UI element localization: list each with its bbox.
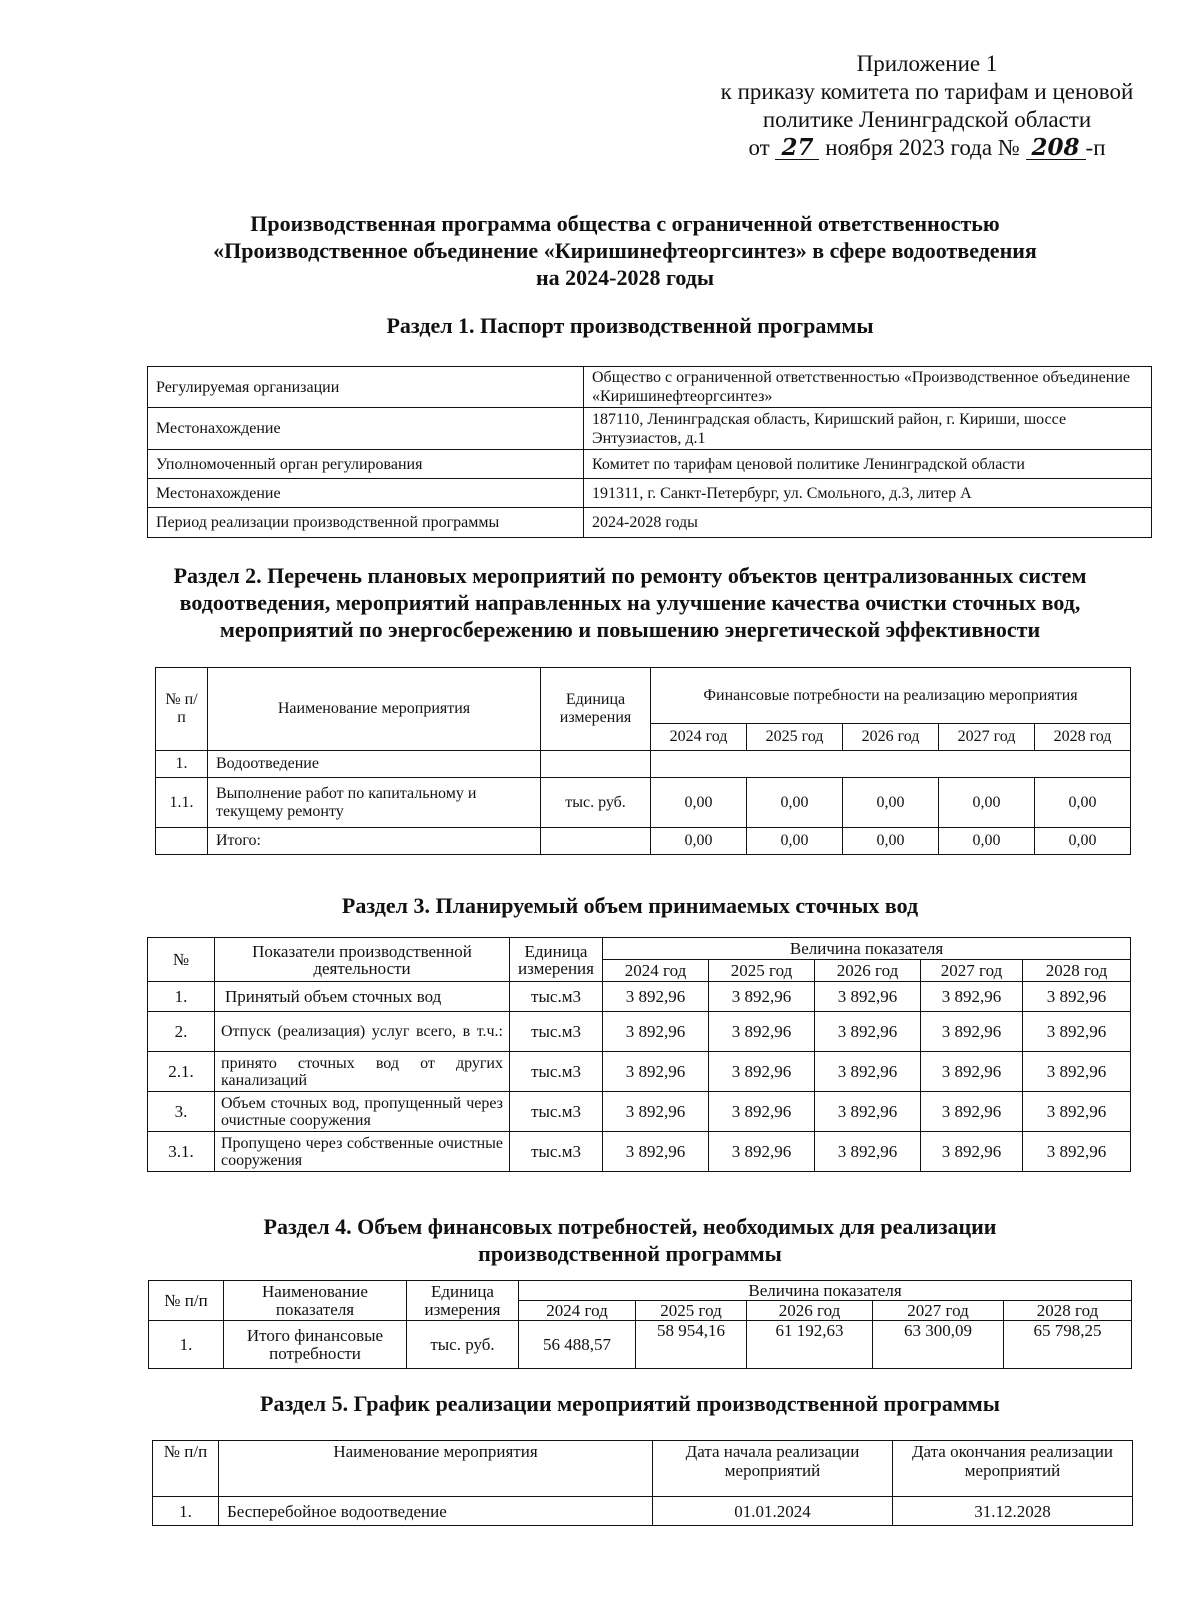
row-value: 3 892,96 — [709, 982, 815, 1012]
row-unit: тыс. руб. — [541, 778, 651, 828]
table-row — [148, 1052, 1131, 1092]
year-header: 2028 год — [1004, 1301, 1132, 1321]
row-value: 56 488,57 — [519, 1321, 636, 1369]
row-num: 3.1. — [148, 1132, 215, 1172]
col-header-name: Показатели производственной деятельности — [215, 938, 510, 982]
row-value: 0,00 — [939, 828, 1035, 855]
year-header: 2025 год — [709, 960, 815, 982]
appendix-date-line — [692, 134, 1162, 162]
row-value: 3 892,96 — [709, 1012, 815, 1052]
row-value: 0,00 — [747, 778, 843, 828]
row-value: 0,00 — [843, 828, 939, 855]
row-value: 3 892,96 — [1023, 982, 1131, 1012]
section4-heading-line-2: производственной программы — [478, 1241, 782, 1266]
section2-heading — [130, 562, 1130, 643]
year-header: 2027 год — [939, 724, 1035, 751]
schedule-table — [152, 1440, 1133, 1526]
row-value: 63 300,09 — [873, 1321, 1004, 1369]
row-name: Выполнение работ по капитальному и текущему ремонту — [208, 778, 541, 828]
handwritten-number: 208 — [1026, 137, 1086, 160]
title-line-2: «Производственное объединение «Киришинефтеоргсинтез» в сфере водоотведения — [213, 238, 1037, 263]
row-value: 3 892,96 — [709, 1052, 815, 1092]
section3-heading: Раздел 3. Планируемый объем принимаемых сточных вод — [341, 893, 919, 918]
year-header: 2024 год — [519, 1301, 636, 1321]
year-header: 2027 год — [921, 960, 1023, 982]
passport-label: Местонахождение — [148, 408, 584, 450]
table-row — [148, 450, 1152, 479]
row-name: Водоотведение — [208, 751, 541, 778]
row-value: 61 192,63 — [747, 1321, 873, 1369]
row-num: 1. — [148, 982, 215, 1012]
passport-label: Период реализации производственной программы — [148, 508, 584, 538]
row-value: 3 892,96 — [1023, 1092, 1131, 1132]
row-num: 3. — [148, 1092, 215, 1132]
row-name: Объем сточных вод, пропущенный через очистные сооружения — [215, 1092, 510, 1132]
col-header-num: № п/п — [153, 1441, 219, 1497]
year-header: 2028 год — [1023, 960, 1131, 982]
table-row — [148, 367, 1152, 408]
row-unit: тыс.м3 — [510, 982, 603, 1012]
row-value: 3 892,96 — [603, 1052, 709, 1092]
row-name: Итого: — [208, 828, 541, 855]
row-value: 3 892,96 — [921, 1012, 1023, 1052]
year-header: 2026 год — [747, 1301, 873, 1321]
passport-label: Местонахождение — [148, 479, 584, 508]
col-header-name: Наименование мероприятия — [219, 1441, 653, 1497]
row-value: 3 892,96 — [603, 982, 709, 1012]
table-row — [153, 1497, 1133, 1526]
row-value: 0,00 — [651, 778, 747, 828]
passport-value: Комитет по тарифам ценовой политике Ленинградской области — [584, 450, 1152, 479]
passport-value: 2024-2028 годы — [584, 508, 1152, 538]
col-header-unit: Единица измерения — [407, 1281, 519, 1321]
row-value: 0,00 — [747, 828, 843, 855]
col-header-num: № п/п — [156, 668, 208, 751]
row-value: 3 892,96 — [815, 982, 921, 1012]
financial-needs-table — [148, 1280, 1132, 1369]
row-end-date: 31.12.2028 — [893, 1497, 1133, 1526]
table-row — [148, 508, 1152, 538]
section4-heading — [130, 1213, 1130, 1267]
table-row — [148, 1092, 1131, 1132]
table-row — [148, 1132, 1131, 1172]
row-num: 1. — [156, 751, 208, 778]
col-header-value: Величина показателя — [603, 938, 1131, 960]
row-value-empty — [651, 751, 1131, 778]
section2-heading-line-2: водоотведения, мероприятий направленных на улучшение качества очистки сточных вод, — [179, 590, 1081, 615]
row-value: 0,00 — [939, 778, 1035, 828]
title-line-1: Производственная программа общества с ограниченной ответственностью — [250, 211, 1000, 236]
header-row — [149, 1281, 1132, 1301]
row-value: 3 892,96 — [815, 1132, 921, 1172]
year-header: 2025 год — [636, 1301, 747, 1321]
row-value: 3 892,96 — [603, 1012, 709, 1052]
passport-label: Регулируемая организации — [148, 367, 584, 408]
date-middle: ноября 2023 года № — [825, 135, 1020, 160]
title-line-3: на 2024-2028 годы — [535, 265, 715, 290]
row-value: 3 892,96 — [1023, 1052, 1131, 1092]
header-row — [153, 1441, 1133, 1497]
row-value: 3 892,96 — [1023, 1012, 1131, 1052]
passport-label: Уполномоченный орган регулирования — [148, 450, 584, 479]
year-header: 2026 год — [815, 960, 921, 982]
table-row — [148, 1012, 1131, 1052]
col-header-num: № п/п — [149, 1281, 224, 1321]
row-value: 3 892,96 — [815, 1092, 921, 1132]
table-row — [149, 1321, 1132, 1369]
row-name: Итого финансовые потребности — [224, 1321, 407, 1369]
col-header-unit: Единица измерения — [541, 668, 651, 751]
passport-table — [147, 366, 1152, 538]
table-row — [148, 982, 1131, 1012]
col-header-financial: Финансовые потребности на реализацию мероприятия — [651, 668, 1131, 724]
appendix-block — [692, 50, 1162, 162]
passport-value: 191311, г. Санкт-Петербург, ул. Смольного, д.3, литер А — [584, 479, 1152, 508]
number-suffix: -п — [1085, 135, 1106, 160]
document-title — [150, 210, 1100, 291]
appendix-line-1: Приложение 1 — [856, 51, 998, 76]
col-header-name: Наименование мероприятия — [208, 668, 541, 751]
row-start-date: 01.01.2024 — [653, 1497, 893, 1526]
row-num: 2. — [148, 1012, 215, 1052]
table-row — [148, 408, 1152, 450]
section2-heading-line-1: Раздел 2. Перечень плановых мероприятий по ремонту объектов централизованных систем — [173, 563, 1087, 588]
row-num: 1.1. — [156, 778, 208, 828]
row-value: 3 892,96 — [603, 1092, 709, 1132]
row-num: 1. — [149, 1321, 224, 1369]
appendix-line-2: к приказу комитета по тарифам и ценовой — [720, 79, 1134, 104]
row-unit: тыс. руб. — [407, 1321, 519, 1369]
row-value: 58 954,16 — [636, 1321, 747, 1369]
handwritten-day: 27 — [775, 137, 819, 160]
section4-heading-line-1: Раздел 4. Объем финансовых потребностей, необходимых для реализации — [263, 1214, 997, 1239]
row-value: 3 892,96 — [709, 1092, 815, 1132]
row-value: 0,00 — [651, 828, 747, 855]
section5-heading: Раздел 5. График реализации мероприятий производственной программы — [260, 1391, 1000, 1416]
row-num — [156, 828, 208, 855]
row-value: 0,00 — [1035, 828, 1131, 855]
year-header: 2028 год — [1035, 724, 1131, 751]
row-value: 65 798,25 — [1004, 1321, 1132, 1369]
year-header: 2027 год — [873, 1301, 1004, 1321]
row-unit — [541, 751, 651, 778]
row-value: 0,00 — [1035, 778, 1131, 828]
col-header-name: Наименование показателя — [224, 1281, 407, 1321]
row-unit: тыс.м3 — [510, 1092, 603, 1132]
col-header-end: Дата окончания реализации мероприятий — [893, 1441, 1133, 1497]
row-unit: тыс.м3 — [510, 1132, 603, 1172]
row-num: 2.1. — [148, 1052, 215, 1092]
row-name: принято сточных вод от других канализаций — [215, 1052, 510, 1092]
wastewater-volume-table — [147, 937, 1131, 1172]
row-value: 3 892,96 — [1023, 1132, 1131, 1172]
activities-table — [155, 667, 1131, 855]
row-value: 3 892,96 — [815, 1052, 921, 1092]
row-name: Бесперебойное водоотведение — [219, 1497, 653, 1526]
row-name: Отпуск (реализация) услуг всего, в т.ч.: — [215, 1012, 510, 1052]
year-header: 2024 год — [651, 724, 747, 751]
year-header: 2024 год — [603, 960, 709, 982]
section1-heading: Раздел 1. Паспорт производственной программы — [386, 313, 874, 338]
header-row — [148, 938, 1131, 960]
row-unit — [541, 828, 651, 855]
header-row — [156, 668, 1131, 724]
row-value: 3 892,96 — [921, 1132, 1023, 1172]
table-row — [148, 479, 1152, 508]
row-name: Принятый объем сточных вод — [215, 982, 510, 1012]
row-num: 1. — [153, 1497, 219, 1526]
row-unit: тыс.м3 — [510, 1012, 603, 1052]
table-row — [156, 828, 1131, 855]
year-header: 2025 год — [747, 724, 843, 751]
row-value: 3 892,96 — [921, 1092, 1023, 1132]
col-header-num: № — [148, 938, 215, 982]
row-value: 3 892,96 — [709, 1132, 815, 1172]
row-value: 3 892,96 — [603, 1132, 709, 1172]
row-value: 3 892,96 — [921, 982, 1023, 1012]
row-value: 0,00 — [843, 778, 939, 828]
row-value: 3 892,96 — [921, 1052, 1023, 1092]
row-value: 3 892,96 — [815, 1012, 921, 1052]
passport-value: Общество с ограниченной ответственностью «Производственное объединение «Киришинефтеоргсинтез» — [584, 367, 1152, 408]
appendix-line-3: политике Ленинградской области — [762, 107, 1092, 132]
section2-heading-line-3: мероприятий по энергосбережению и повышению энергетической эффективности — [219, 617, 1041, 642]
col-header-value: Величина показателя — [519, 1281, 1132, 1301]
col-header-unit: Единица измерения — [510, 938, 603, 982]
passport-value: 187110, Ленинградская область, Киришский район, г. Кириши, шоссе Энтузиастов, д.1 — [584, 408, 1152, 450]
row-name: Пропущено через собственные очистные сооружения — [215, 1132, 510, 1172]
table-row — [156, 778, 1131, 828]
date-prefix: от — [748, 135, 770, 160]
table-row — [156, 751, 1131, 778]
year-header: 2026 год — [843, 724, 939, 751]
col-header-start: Дата начала реализации мероприятий — [653, 1441, 893, 1497]
row-unit: тыс.м3 — [510, 1052, 603, 1092]
